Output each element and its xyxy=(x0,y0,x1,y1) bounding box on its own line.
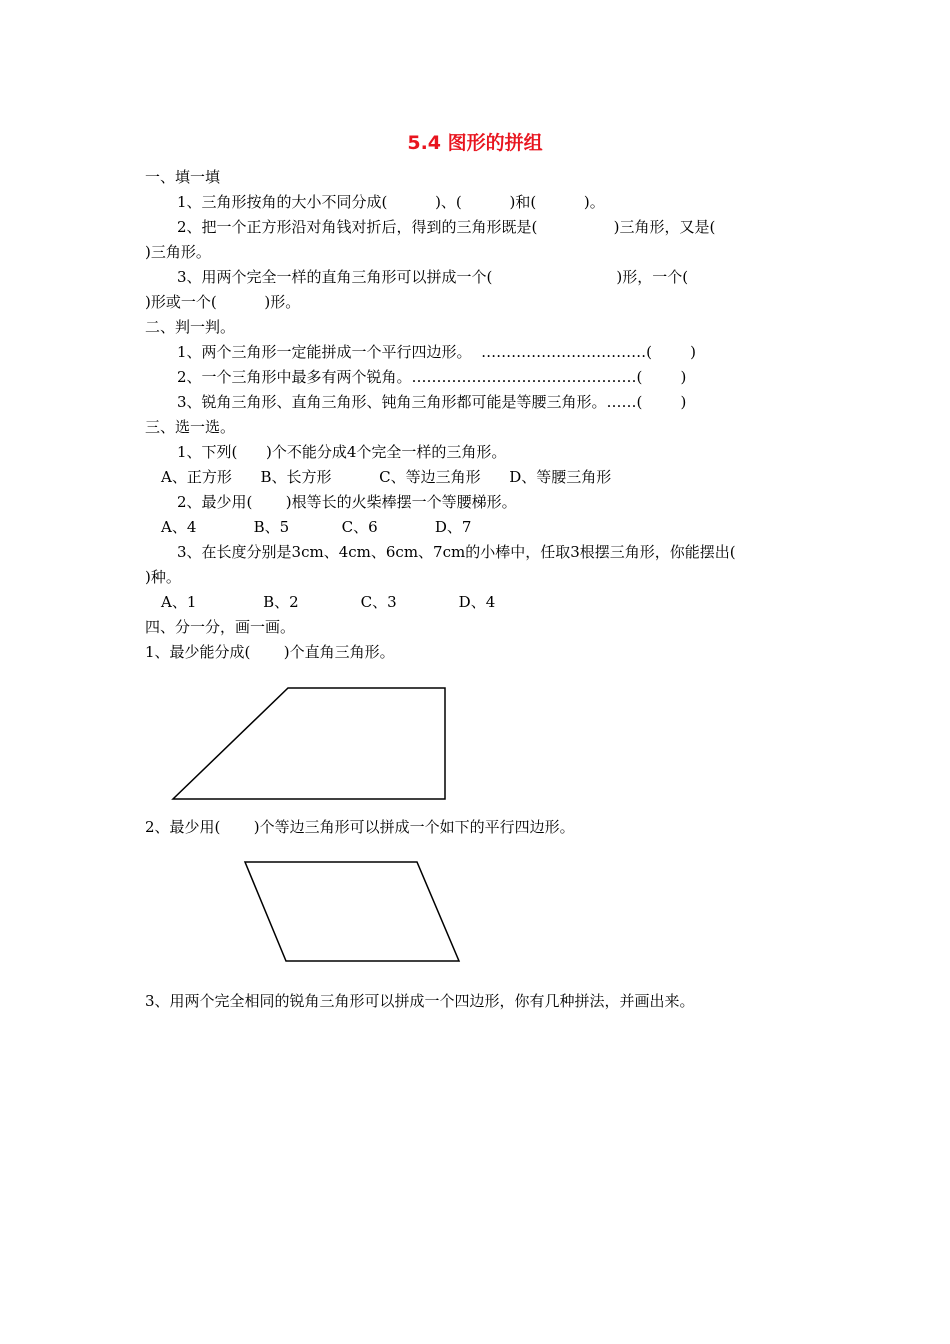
trapezoid-figure xyxy=(173,688,445,799)
draw-question-2: 2、最少用( )个等边三角形可以拼成一个如下的平行四边形。 xyxy=(145,818,575,836)
fill-question-2-continued: )三角形。 xyxy=(145,243,211,261)
fill-question-2: 2、把一个正方形沿对角钱对折后，得到的三角形既是( )三角形，又是( xyxy=(177,218,716,236)
judge-question-1: 1、两个三角形一定能拼成一个平行四边形。 ……………………………( ) xyxy=(177,343,696,361)
fill-question-3-continued: )形或一个( )形。 xyxy=(145,293,301,311)
parallelogram-figure xyxy=(245,862,459,961)
judge-question-2: 2、一个三角形中最多有两个锐角。………………………………………( ) xyxy=(177,368,687,386)
section-3-heading: 三、选一选。 xyxy=(145,418,236,436)
draw-question-3: 3、用两个完全相同的锐角三角形可以拼成一个四边形，你有几种拼法，并画出来。 xyxy=(145,992,695,1010)
choice-question-3-options: A、1 B、2 C、3 D、4 xyxy=(161,593,496,611)
choice-question-3: 3、在长度分别是3cm、4cm、6cm、7cm的小棒中，任取3根摆三角形，你能摆出( xyxy=(177,543,736,561)
fill-question-1: 1、三角形按角的大小不同分成( )、( )和( )。 xyxy=(177,193,605,211)
choice-question-3-continued: )种。 xyxy=(145,568,181,586)
choice-question-1: 1、下列( )个不能分成4个完全一样的三角形。 xyxy=(177,443,507,461)
page-title: 5.4 图形的拼组 xyxy=(407,132,543,154)
section-4-heading: 四、分一分，画一画。 xyxy=(145,618,296,636)
fill-question-3: 3、用两个完全一样的直角三角形可以拼成一个( )形，一个( xyxy=(177,268,689,286)
draw-question-1: 1、最少能分成( )个直角三角形。 xyxy=(145,643,395,661)
section-1-heading: 一、填一填 xyxy=(145,168,221,186)
section-2-heading: 二、判一判。 xyxy=(145,318,236,336)
choice-question-2-options: A、4 B、5 C、6 D、7 xyxy=(161,518,472,536)
judge-question-3: 3、锐角三角形、直角三角形、钝角三角形都可能是等腰三角形。……( ) xyxy=(177,393,687,411)
choice-question-1-options: A、正方形 B、长方形 C、等边三角形 D、等腰三角形 xyxy=(161,468,612,486)
choice-question-2: 2、最少用( )根等长的火柴棒摆一个等腰梯形。 xyxy=(177,493,517,511)
